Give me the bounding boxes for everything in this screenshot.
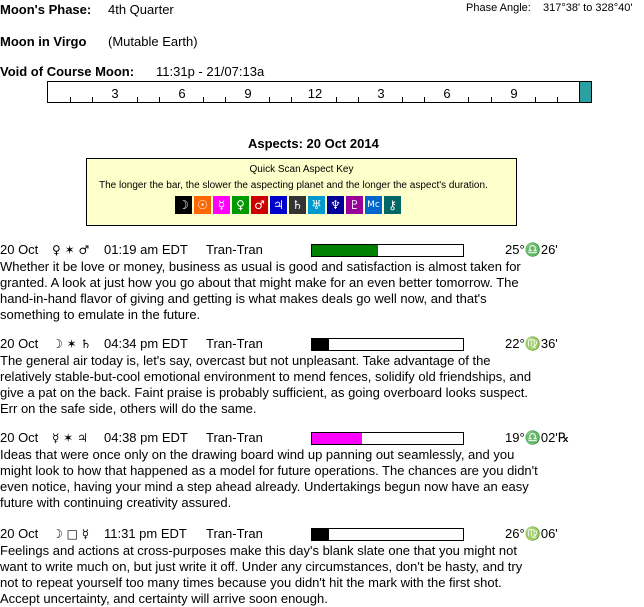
aspect-duration-bar <box>311 432 464 445</box>
moon-phase-value: 4th Quarter <box>108 2 174 17</box>
aspect-interpretation-line: granted. A look at just how you go about that might make for an even better tomorrow. The <box>0 275 519 290</box>
timeline-tick-label: 9 <box>510 86 518 101</box>
aspect-type: Tran-Tran <box>206 430 263 445</box>
phase-angle-value: 317°38' to 328°40' <box>543 2 633 14</box>
timeline-minor-tick <box>557 97 558 102</box>
aspect-glyphs: ☽ ✶ ♄ <box>52 337 92 351</box>
planet-swatch: ♇ <box>346 196 363 214</box>
moon-sign-label: Moon in Virgo <box>0 34 87 49</box>
aspect-glyphs: ♀ ✶ ♂ <box>52 243 90 257</box>
timeline-tick-label: 12 <box>307 86 323 101</box>
timeline-minor-tick <box>269 97 270 102</box>
timeline-minor-tick <box>92 97 93 102</box>
timeline-minor-tick <box>535 97 536 102</box>
aspect-type: Tran-Tran <box>206 526 263 541</box>
aspect-interpretation-line: even notice, having your mind a step ahead already. Undertakings begun now have an easy <box>0 479 529 494</box>
aspect-degree: 25°♎26' <box>505 242 558 257</box>
timeline-minor-tick <box>159 97 160 102</box>
aspects-title: Aspects: 20 Oct 2014 <box>248 136 379 151</box>
timeline-minor-tick <box>203 97 204 102</box>
aspect-degree: 19°♎02'℞ <box>505 430 570 445</box>
planet-swatch: ♀ <box>232 196 249 214</box>
timeline-minor-tick <box>336 97 337 102</box>
planet-swatch: ♄ <box>289 196 306 214</box>
aspect-interpretation-line: Feelings and actions at cross-purposes make this day's blank slate one that you might not <box>0 543 517 558</box>
aspect-interpretation-line: future with continuing creativity assured. <box>0 495 232 510</box>
aspect-time: 04:38 pm EDT <box>104 430 188 445</box>
aspect-type: Tran-Tran <box>206 242 263 257</box>
void-of-course-value: 11:31p - 21/07:13a <box>156 64 265 79</box>
aspect-interpretation-line: Err on the safe side, others will do the same. <box>0 401 257 416</box>
timeline-tick-label: 6 <box>178 86 186 101</box>
aspect-interpretation-line: might look to how that happened as a model for future operations. The chances are you didn't <box>0 463 538 478</box>
planet-swatch: ♆ <box>327 196 344 214</box>
aspect-interpretation-line: relatively stable-but-cool emotional environment to mend fences, solidify old friendships, and <box>0 369 532 384</box>
timeline-tick-label: 6 <box>443 86 451 101</box>
aspect-interpretation-line: something to emulate in the future. <box>0 307 201 322</box>
aspect-date: 20 Oct <box>0 242 39 257</box>
timeline-tick-label: 3 <box>111 86 119 101</box>
aspect-interpretation-line: hand-in-hand flavor of giving and getting is what makes deals go well now, and that's <box>0 291 487 306</box>
aspect-duration-bar <box>311 244 464 257</box>
aspect-duration-fill <box>312 529 329 540</box>
void-of-course-label: Void of Course Moon: <box>0 64 135 79</box>
planet-swatch: ☿ <box>213 196 230 214</box>
timeline-tick-label: 3 <box>377 86 385 101</box>
timeline-minor-tick <box>70 97 71 102</box>
timeline-minor-tick <box>137 97 138 102</box>
timeline-tick-label: 9 <box>244 86 252 101</box>
timeline-minor-tick <box>402 97 403 102</box>
moon-phase-label: Moon's Phase: <box>0 2 92 17</box>
void-of-course-indicator <box>579 82 591 102</box>
aspect-interpretation-line: give a pat on the back. Faint praise is probably sufficient, as going overboard looks suspect. <box>0 385 529 400</box>
planet-swatch: ⚷ <box>384 196 401 214</box>
aspect-duration-bar <box>311 528 464 541</box>
aspect-glyphs: ☿ ✶ ♃ <box>52 431 88 445</box>
aspect-key <box>86 158 517 226</box>
aspect-degree: 26°♍06' <box>505 526 558 541</box>
planet-color-key <box>175 196 403 214</box>
aspect-key-title: Quick Scan Aspect Key <box>249 164 354 175</box>
planet-swatch: ☽ <box>175 196 192 214</box>
aspect-duration-fill <box>312 433 362 444</box>
timeline-minor-tick <box>358 97 359 102</box>
aspect-duration-fill <box>312 245 378 256</box>
aspect-time: 04:34 pm EDT <box>104 336 188 351</box>
planet-swatch: ♅ <box>308 196 325 214</box>
aspect-duration-bar <box>311 338 464 351</box>
moon-sign-element: (Mutable Earth) <box>108 34 198 49</box>
planet-swatch: Mc <box>365 196 382 214</box>
aspect-date: 20 Oct <box>0 526 39 541</box>
planet-swatch: ♂ <box>251 196 268 214</box>
aspect-interpretation-line: Whether it be love or money, business as usual is good and satisfaction is almost taken for <box>0 259 521 274</box>
timeline-minor-tick <box>291 97 292 102</box>
aspect-interpretation-line: not to repeat yourself too many times because you didn't hit the mark with the first shot. <box>0 575 502 590</box>
aspect-time: 11:31 pm EDT <box>104 526 187 541</box>
aspect-interpretation-line: want to write much on, but just write it off. Under any circumstances, don't be hasty, and try <box>0 559 523 574</box>
aspect-date: 20 Oct <box>0 430 39 445</box>
timeline-minor-tick <box>491 97 492 102</box>
aspect-date: 20 Oct <box>0 336 39 351</box>
timeline-minor-tick <box>424 97 425 102</box>
phase-angle-label: Phase Angle: <box>466 2 531 14</box>
planet-swatch: ☉ <box>194 196 211 214</box>
aspect-degree: 22°♍36' <box>505 336 558 351</box>
void-of-course-timeline <box>47 81 592 103</box>
timeline-minor-tick <box>225 97 226 102</box>
aspect-interpretation-line: Accept uncertainty, and certainty will arrive soon enough. <box>0 591 328 606</box>
aspect-interpretation-line: The general air today is, let's say, overcast but not unpleasant. Take advantage of the <box>0 353 491 368</box>
aspect-duration-fill <box>312 339 329 350</box>
planet-swatch: ♃ <box>270 196 287 214</box>
aspect-glyphs: ☽ □ ☿ <box>52 527 90 541</box>
aspect-interpretation-line: Ideas that were once only on the drawing board wind up panning out seamlessly, and you <box>0 447 515 462</box>
aspect-key-description: The longer the bar, the slower the aspecting planet and the longer the aspect's duration. <box>99 180 488 191</box>
aspect-type: Tran-Tran <box>206 336 263 351</box>
aspect-time: 01:19 am EDT <box>104 242 188 257</box>
timeline-minor-tick <box>468 97 469 102</box>
